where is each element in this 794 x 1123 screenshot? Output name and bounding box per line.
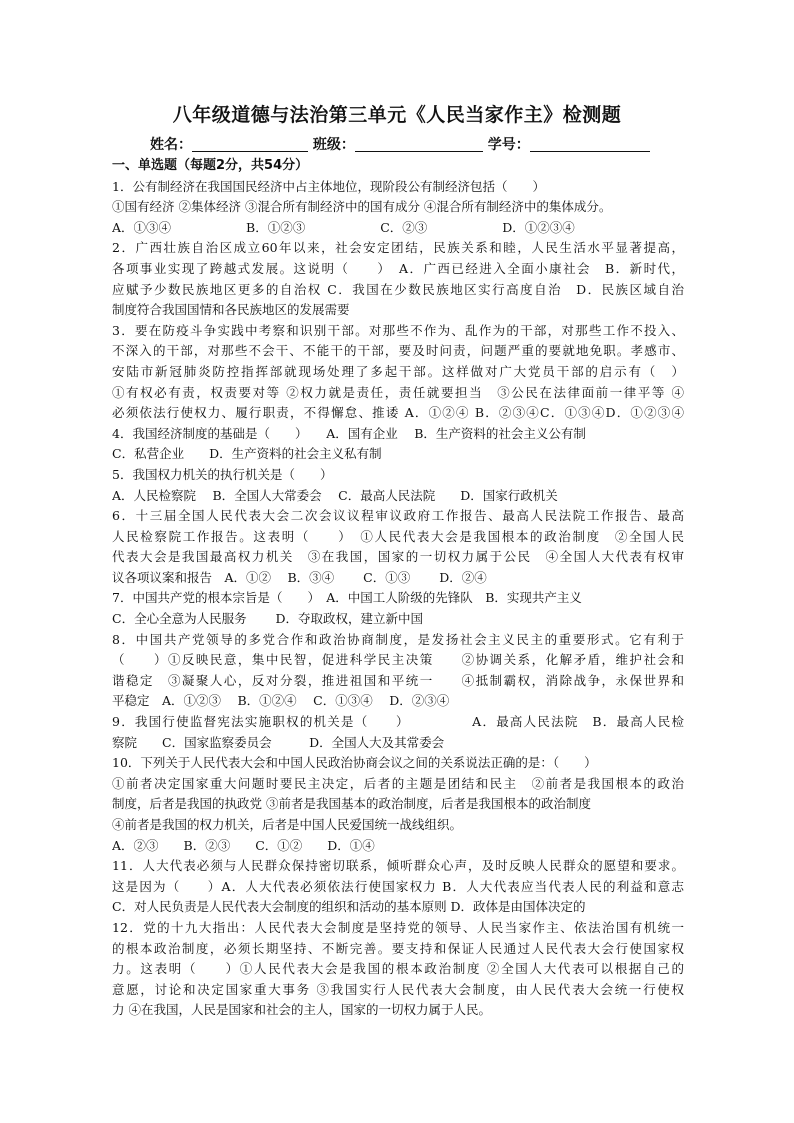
text-line: 制度符合我国国情和各民族地区的发展需要 — [112, 302, 350, 318]
text-line: 力。这表明（ ）①人民代表大会是我国的根本政治制度 ②全国人大代表可以根据自己的 — [112, 961, 684, 977]
text-line: 11．人大代表必须与人民群众保持密切联系，倾听群众心声，及时反映人民群众的愿望和要求。 — [112, 858, 684, 874]
text-line: 各项事业实现了跨越式发展。这说明（ ） A．广西已经进入全面小康社会 B．新时代， — [112, 260, 684, 276]
text-line: 3．要在防疫斗争实践中考察和识别干部。对那些不作为、乱作为的干部，对那些工作不投入、 — [112, 322, 684, 338]
text-line: C．对人民负责是人民代表大会制度的组织和活动的基本原则 D．政体是由国体决定的 — [112, 899, 586, 915]
text-line: 应赋予少数民族地区更多的自治权 C．我国在少数民族地区实行高度自治 D．民族区域自治 — [112, 281, 684, 297]
text-line: 察院 C．国家监察委员会 D．全国人大及其常委会 — [112, 734, 445, 750]
text-line: ①前者决定国家重大问题时要民主决定，后者的主题是团结和民主 ②前者是我国根本的政治 — [112, 775, 684, 791]
text-line: 1．公有制经济在我国国民经济中占主体地位，现阶段公有制经济包括（ ） — [112, 178, 545, 194]
class-blank[interactable] — [355, 137, 483, 152]
text-line: 12．党的十九大指出：人民代表大会制度是坚持党的领导、人民当家作主、依法治国有机统一 — [112, 919, 684, 935]
student-info-row — [150, 134, 650, 154]
text-line: A．人民检察院 B．全国人大常委会 C．最高人民法院 D．国家行政机关 — [112, 487, 558, 503]
text-line: C．私营企业 D．生产资料的社会主义私有制 — [112, 446, 382, 462]
text-line: （ ）①反映民意，集中民智，促进科学民主决策 ②协调关系，化解矛盾，维护社会和 — [112, 652, 684, 668]
number-blank[interactable] — [530, 137, 650, 152]
text-line: A．①③④ B．①②③ C．②③ D．①②③④ — [112, 219, 575, 235]
section-heading: 一、单选题（每题2分，共54分） — [112, 158, 309, 173]
text-line: 议各项议案和报告 A．①② B．③④ C．①③ D．②④ — [112, 569, 487, 585]
text-line: 5．我国权力机关的执行机关是（ ） — [112, 466, 333, 482]
text-line: 4．我国经济制度的基础是（ ） A．国有企业 B．生产资料的社会主义公有制 — [112, 425, 586, 441]
page-title: 八年级道德与法治第三单元《人民当家作主》检测题 — [172, 104, 622, 126]
text-line: 这是因为（ ）A．人大代表必须依法行使国家权力 B．人大代表应当代表人民的利益和意志 — [112, 878, 684, 894]
text-line: 10．下列关于人民代表大会和中国人民政治协商会议之间的关系说法正确的是：（ ） — [112, 755, 597, 771]
text-line: 的根本政治制度，必须长期坚持、不断完善。要支持和保证人民通过人民代表大会行使国家权 — [112, 940, 684, 956]
text-line: 9．我国行使监督宪法实施职权的机关是（ ） A．最高人民法院 B．最高人民检 — [112, 714, 684, 730]
text-line: 安陆市新冠肺炎防控指挥部就现场处理了多起干部。这样做对广大党员干部的启示有（ ） — [112, 363, 684, 379]
text-line: 人民检察院工作报告。这表明（ ） ①人民代表大会是我国根本的政治制度 ②全国人民 — [112, 528, 684, 544]
text-line: C．全心全意为人民服务 D．夺取政权，建立新中国 — [112, 611, 424, 627]
text-line: 代表大会是我国最高权力机关 ③在我国，国家的一切权力属于公民 ④全国人大代表有权审 — [112, 549, 684, 565]
text-line: 力 ④在我国，人民是国家和社会的主人，国家的一切权力属于人民。 — [112, 1002, 491, 1018]
text-line: 制度，后者是我国的执政党 ③前者是我国基本的政治制度，后者是我国根本的政治制度 — [112, 796, 591, 812]
text-line: ①国有经济 ②集体经济 ③混合所有制经济中的国有成分 ④混合所有制经济中的集体成分。 — [112, 199, 612, 215]
name-label: 姓名： — [150, 137, 192, 153]
text-line: A．②③ B．②③ C．①② D．①④ — [112, 837, 375, 853]
question-body — [112, 156, 684, 1021]
text-line: 不深入的干部，对那些不会干、不能干的干部，要及时问责，问题严重的要就地免职。孝感市、 — [112, 343, 684, 359]
text-line: ①有权必有责，权责要对等 ②权力就是责任，责任就要担当 ③公民在法律面前一律平等 ④ — [112, 384, 684, 400]
class-label: 班级： — [312, 137, 355, 153]
name-blank[interactable] — [192, 137, 308, 152]
text-line: ④前者是我国的权力机关，后者是中国人民爱国统一战线组织。 — [112, 817, 463, 832]
text-line: 必须依法行使权力、履行职责，不得懈怠、推诿 A．①②④ B．②③④C．①③④D．①②③④ — [112, 405, 684, 421]
text-line: 谐稳定 ③凝聚人心，反对分裂，推进祖国和平统一 ④抵制霸权，消除战争，永保世界和 — [112, 672, 684, 688]
text-line: 平稳定 A．①②③ B．①②④ C．①③④ D．②③④ — [112, 693, 450, 709]
text-line: 7．中国共产党的根本宗旨是（ ） A．中国工人阶级的先锋队 B．实现共产主义 — [112, 590, 582, 606]
text-line: 意愿，讨论和决定国家重大事务 ③我国实行人民代表大会制度，由人民代表大会统一行使权 — [112, 981, 684, 997]
text-line: 2．广西壮族自治区成立60年以来，社会安定团结，民族关系和睦，人民生活水平显著提高， — [112, 240, 684, 256]
text-line: 6．十三届全国人民代表大会二次会议议程审议政府工作报告、最高人民法院工作报告、最高 — [112, 508, 684, 524]
text-line: 8．中国共产党领导的多党合作和政治协商制度，是发扬社会主义民主的重要形式。它有利于 — [112, 631, 684, 647]
number-label: 学号： — [487, 137, 530, 153]
